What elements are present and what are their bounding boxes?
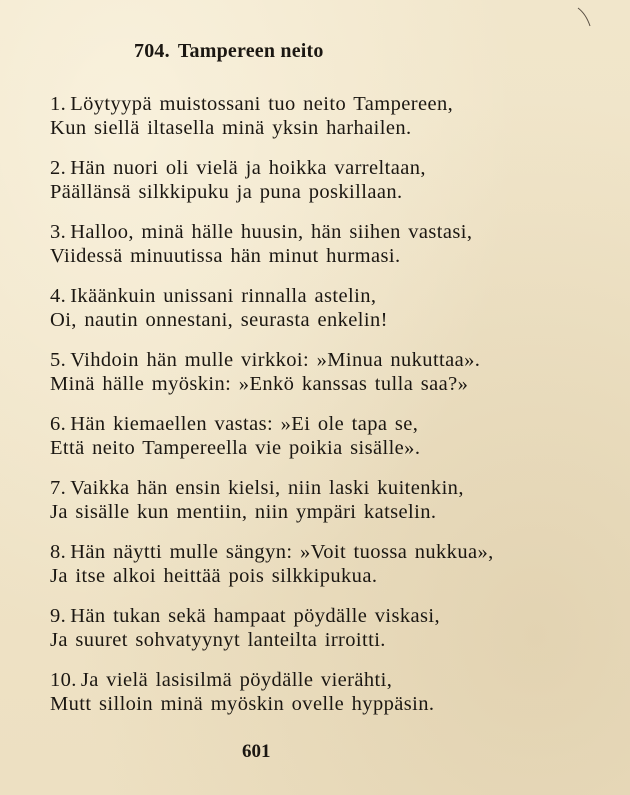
song-heading xyxy=(134,40,324,63)
verse-line: Ja sisälle kun mentiin, niin ympäri katselin. xyxy=(50,501,437,523)
verse-number: 10. xyxy=(50,669,77,691)
verse-line xyxy=(50,348,595,372)
verse-line xyxy=(50,412,595,436)
verse xyxy=(50,284,595,348)
verse-number: 3. xyxy=(50,221,67,243)
verse xyxy=(50,540,595,604)
verse-line: Minä hälle myöskin: »Enkö kanssas tulla saa?» xyxy=(50,373,469,395)
verse xyxy=(50,348,595,412)
verse-number: 9. xyxy=(50,605,67,627)
verse-number: 1. xyxy=(50,93,67,115)
verse-text: Ja vielä lasisilmä pöydälle vierähti, xyxy=(80,669,393,691)
song-number: 704. xyxy=(134,40,170,62)
verse-line xyxy=(50,540,595,564)
verse-text: Löytyypä muistossani tuo neito Tampereen, xyxy=(70,93,454,115)
verse-line xyxy=(50,284,595,308)
verse-line xyxy=(50,476,595,500)
verse-text: Hän näytti mulle sängyn: »Voit tuossa nukkua», xyxy=(70,541,494,563)
verse-line: Ja itse alkoi heittää pois silkkipukua. xyxy=(50,565,378,587)
lyrics-body xyxy=(50,92,595,732)
verse xyxy=(50,92,595,156)
verse-number: 5. xyxy=(50,349,67,371)
verse xyxy=(50,476,595,540)
verse-text: Halloo, minä hälle huusin, hän siihen vastasi, xyxy=(70,221,473,243)
verse-text: Vihdoin hän mulle virkkoi: »Minua nukuttaa». xyxy=(70,349,481,371)
verse-line: Mutt silloin minä myöskin ovelle hyppäsin. xyxy=(50,693,435,715)
verse xyxy=(50,412,595,476)
verse xyxy=(50,668,595,732)
verse-text: Vaikka hän ensin kielsi, niin laski kuitenkin, xyxy=(70,477,464,499)
verse xyxy=(50,220,595,284)
verse-line xyxy=(50,156,595,180)
page-number: 601 xyxy=(242,741,271,762)
verse-number: 4. xyxy=(50,285,67,307)
verse-line: Että neito Tampereella vie poikia sisälle». xyxy=(50,437,421,459)
paper-crease-mark xyxy=(576,6,594,28)
verse-line xyxy=(50,92,595,116)
verse-line xyxy=(50,604,595,628)
verse-number: 7. xyxy=(50,477,67,499)
verse-line: Viidessä minuutissa hän minut hurmasi. xyxy=(50,245,401,267)
verse xyxy=(50,156,595,220)
verse-text: Ikäänkuin unissani rinnalla astelin, xyxy=(70,285,377,307)
verse-text: Hän tukan sekä hampaat pöydälle viskasi, xyxy=(70,605,441,627)
verse-line: Kun siellä iltasella minä yksin harhailen. xyxy=(50,117,412,139)
verse-line xyxy=(50,668,595,692)
verse-number: 8. xyxy=(50,541,67,563)
verse-line xyxy=(50,220,595,244)
verse-text: Hän kiemaellen vastas: »Ei ole tapa se, xyxy=(70,413,419,435)
verse-text: Hän nuori oli vielä ja hoikka varreltaan, xyxy=(70,157,426,179)
verse-line: Päällänsä silkkipuku ja puna poskillaan. xyxy=(50,181,403,203)
verse-number: 6. xyxy=(50,413,67,435)
verse-number: 2. xyxy=(50,157,67,179)
song-title: Tampereen neito xyxy=(177,40,324,62)
verse-line: Oi, nautin onnestani, seurasta enkelin! xyxy=(50,309,388,331)
verse-line: Ja suuret sohvatyynyt lanteilta irroitti. xyxy=(50,629,386,651)
verse xyxy=(50,604,595,668)
